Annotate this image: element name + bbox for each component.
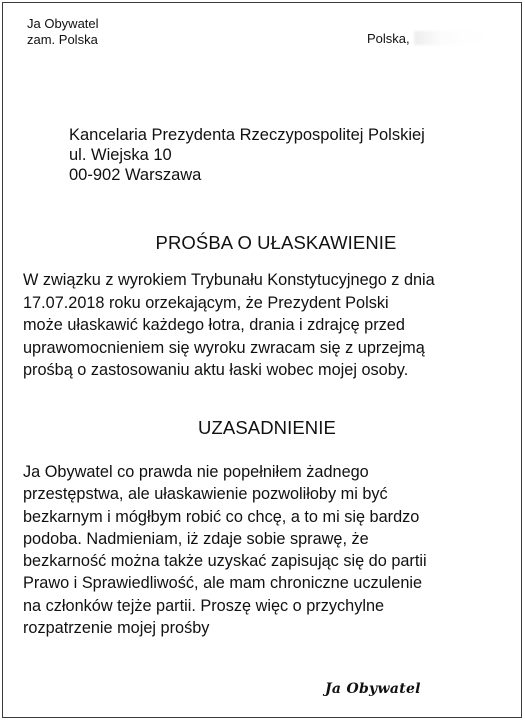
paragraph-line: Ja Obywatel co prawda nie popełniłem żadnego: [23, 463, 369, 481]
signature: Ja Obywatel: [325, 681, 421, 697]
paragraph-line: przestępstwa, ale ułaskawienie pozwoliłoby mi być: [23, 485, 388, 504]
paragraph-line: rozpatrzenie mojej prośby: [23, 619, 210, 638]
recipient-line-2: ul. Wiejska 10: [69, 146, 172, 164]
paragraph-line: uprawomocnieniem się wyroku zwracam się z uprzejmą: [23, 338, 425, 357]
recipient-line-1: Kancelaria Prezydenta Rzeczypospolitej Polskiej: [69, 126, 425, 144]
paragraph-line: może ułaskawić każdego łotra, drania i zdrajcę przed: [23, 316, 405, 334]
place-text: Polska,: [367, 31, 410, 46]
letter-page: [2, 2, 522, 718]
paragraph-line: W związku z wyrokiem Trybunału Konstytucyjnego z dnia: [23, 271, 435, 289]
paragraph-line: prośbą o zastosowaniu aktu łaski wobec mojej osoby.: [23, 361, 409, 379]
recipient-line-3: 00-902 Warszawa: [69, 166, 202, 184]
justification-title: UZASADNIENIE: [198, 417, 336, 438]
redacted-date: [414, 31, 484, 45]
paragraph-line: na członków tejże partii. Proszę więc o przychylne: [23, 596, 385, 615]
paragraph-line: 17.07.2018 roku orzekającym, że Prezydent Polski: [23, 293, 389, 312]
sender-block: [27, 16, 99, 48]
justification-paragraph: [23, 461, 503, 639]
sender-name: Ja Obywatel: [27, 16, 99, 31]
recipient-block: [69, 125, 425, 185]
letter-title: PROŚBA O UŁASKAWIENIE: [155, 232, 397, 253]
place-date: [367, 31, 484, 47]
sender-address: zam. Polska: [27, 32, 98, 47]
paragraph-line: Prawo i Sprawiedliwość, ale mam chroniczne uczulenie: [23, 574, 423, 593]
paragraph-line: bezkarnym i mógłbym robić co chcę, a to mi się bardzo: [23, 507, 420, 526]
paragraph-line: bezkarność można także uzyskać zapisując się do partii: [23, 552, 427, 571]
paragraph-line: podoba. Nadmieniam, iż zdaje sobie sprawę, że: [23, 529, 369, 548]
request-paragraph: [23, 269, 503, 382]
